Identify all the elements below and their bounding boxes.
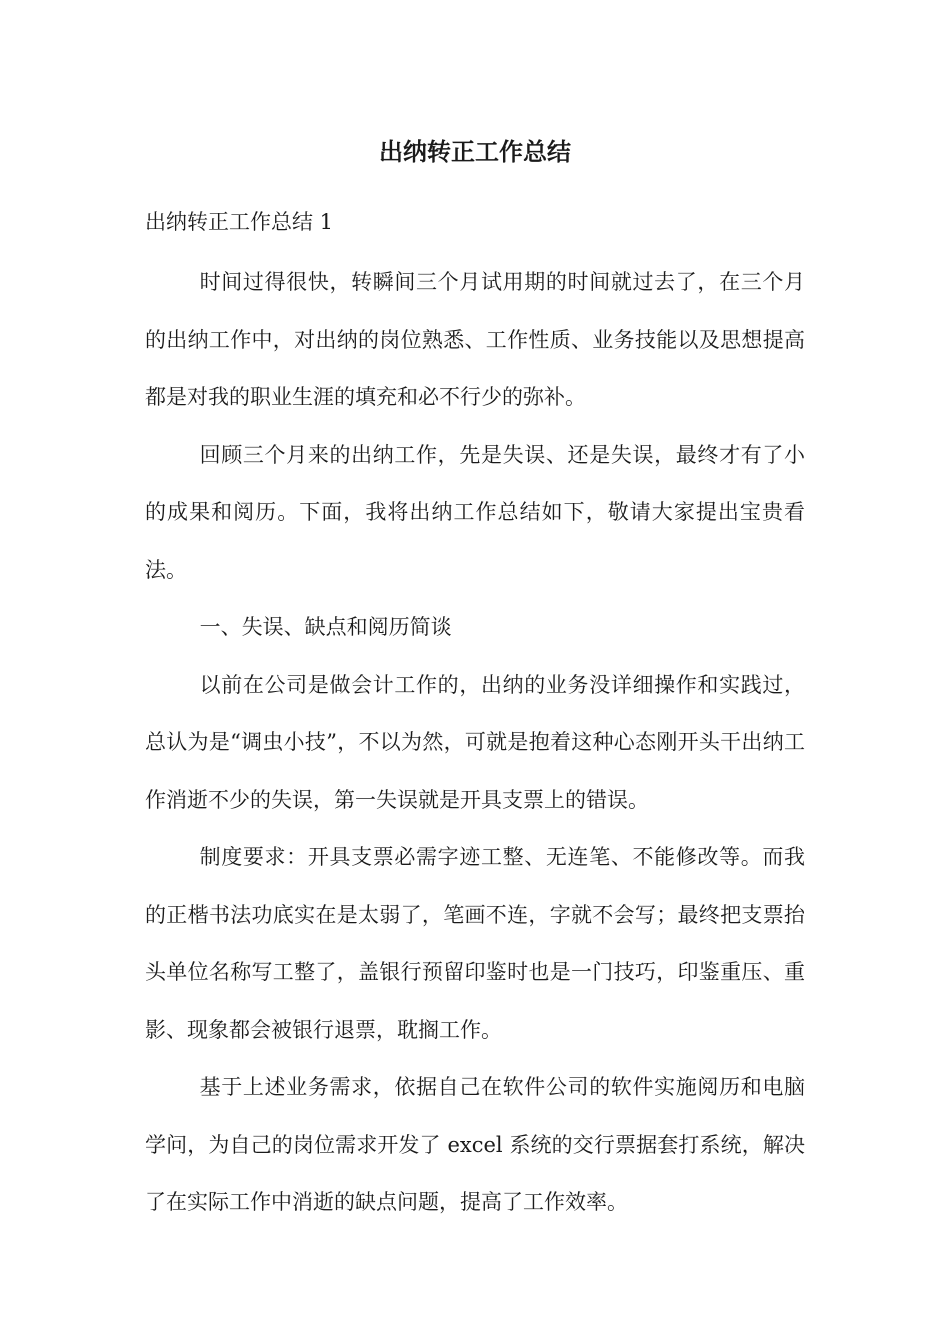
document-subtitle: 出纳转正工作总结 1 (145, 210, 334, 234)
paragraph-1: 时间过得很快，转瞬间三个月试用期的时间就过去了，在三个月的出纳工作中，对出纳的岗位熟悉、工作性质、业务技能以及思想提高都是对我的职业生涯的填充和必不行少的弥补。 (145, 270, 805, 409)
paragraph-3: 以前在公司是做会计工作的，出纳的业务没详细操作和实践过，总认为是“调虫小技”，不以为然，可就是抱着这种心态刚开头干出纳工作消逝不少的失误，第一失误就是开具支票上的错误。 (145, 672, 805, 812)
paragraph-4: 制度要求：开具支票必需字迹工整、无连笔、不能修改等。而我的正楷书法功底实在是太弱了，笔画不连，字就不会写；最终把支票抬头单位名称写工整了，盖银行预留印鉴时也是一门技巧，印鉴重压、重影、现象都会被银行退票，耽搁工作。 (145, 845, 805, 1042)
paragraph-2: 回顾三个月来的出纳工作，先是失误、还是失误，最终才有了小的成果和阅历。下面，我将出纳工作总结如下，敬请大家提出宝贵看法。 (145, 442, 805, 582)
paragraph-5: 基于上述业务需求，依据自己在软件公司的软件实施阅历和电脑学问，为自己的岗位需求开发了 excel 系统的交行票据套打系统，解决了在实际工作中消逝的缺点问题，提高了工作效率。 (145, 1075, 805, 1214)
document-title: 出纳转正工作总结 (379, 138, 571, 166)
section-heading-1: 一、失误、缺点和阅历简谈 (199, 615, 452, 639)
document-body (145, 254, 805, 1232)
